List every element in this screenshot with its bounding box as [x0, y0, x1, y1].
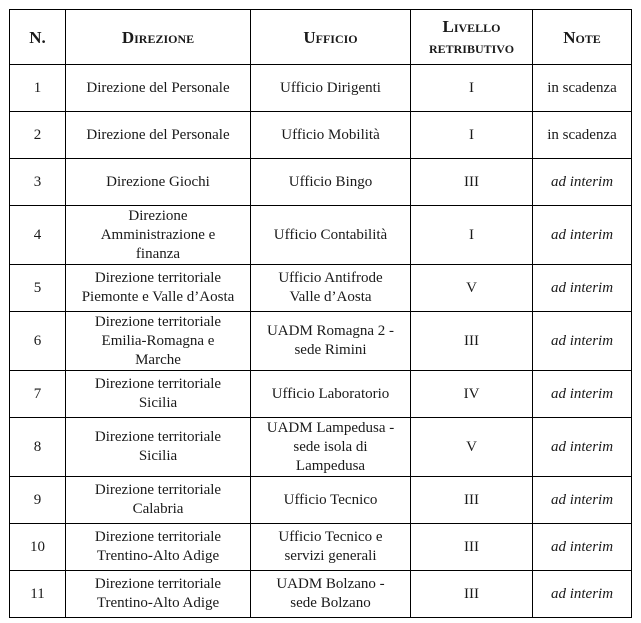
table-row: [10, 418, 632, 477]
header-direzione: Direzione: [66, 10, 251, 65]
direzione-line: Direzione territoriale: [94, 429, 222, 445]
table-row: [10, 371, 632, 418]
direzione-line: Direzione territoriale: [94, 313, 222, 330]
direzione-line: Direzione territoriale: [94, 529, 222, 545]
direzione-line: Trentino-Alto Adige: [96, 595, 220, 611]
direzione-cell: [66, 112, 251, 159]
note-cell: ad interim: [533, 371, 632, 418]
livello-cell: V: [411, 418, 533, 477]
header-row: [10, 10, 632, 65]
livello-cell: III: [411, 524, 533, 571]
direzione-line: Sicilia: [138, 448, 178, 464]
ufficio-cell: [251, 65, 411, 112]
row-number: 10: [10, 524, 66, 571]
direzione-line: Piemonte e Valle d’Aosta: [81, 289, 235, 305]
table-row: [10, 265, 632, 312]
row-number: 1: [10, 65, 66, 112]
direzione-line: Trentino-Alto Adige: [96, 548, 220, 564]
direzione-line: Direzione territoriale: [94, 482, 222, 498]
ufficio-cell: [251, 477, 411, 524]
ufficio-line: sede Bolzano: [290, 595, 371, 611]
livello-cell: III: [411, 159, 533, 206]
header-livello: [411, 10, 533, 65]
direzione-cell: [66, 65, 251, 112]
table-row: [10, 312, 632, 371]
direzione-line: Direzione: [128, 207, 188, 224]
direzione-line: Sicilia: [138, 395, 178, 411]
ufficio-line: Ufficio Dirigenti: [280, 79, 381, 96]
note-cell: ad interim: [533, 159, 632, 206]
direzione-cell: [66, 312, 251, 371]
direzione-line: Calabria: [132, 501, 184, 517]
ufficio-cell: [251, 159, 411, 206]
direzione-line: Direzione del Personale: [86, 126, 230, 143]
row-number: 3: [10, 159, 66, 206]
direzione-line: Marche: [135, 351, 181, 368]
direzione-cell: [66, 371, 251, 418]
ufficio-cell: [251, 524, 411, 571]
note-cell: ad interim: [533, 312, 632, 371]
direzione-line: Direzione territoriale: [94, 576, 222, 592]
ufficio-line: Ufficio Contabilità: [273, 226, 388, 243]
row-number: 7: [10, 371, 66, 418]
ufficio-line: servizi generali: [284, 548, 377, 564]
direzione-cell: [66, 524, 251, 571]
ufficio-cell: [251, 371, 411, 418]
ufficio-line: Ufficio Antifrode: [278, 270, 383, 286]
direzione-line: Emilia-Romagna e: [101, 332, 215, 349]
direzione-cell: [66, 159, 251, 206]
ufficio-line: Ufficio Bingo: [288, 173, 373, 190]
row-number: 2: [10, 112, 66, 159]
ufficio-line: Ufficio Tecnico: [283, 491, 378, 508]
table-row: [10, 477, 632, 524]
direzione-line: Amministrazione e: [100, 226, 216, 243]
table-row: [10, 206, 632, 265]
direzione-line: Direzione Giochi: [106, 173, 210, 190]
livello-cell: I: [411, 206, 533, 265]
livello-cell: I: [411, 65, 533, 112]
ufficio-line: Ufficio Laboratorio: [271, 385, 390, 402]
note-cell: in scadenza: [533, 65, 632, 112]
direzione-cell: [66, 571, 251, 618]
table-row: [10, 524, 632, 571]
ufficio-line: Lampedusa: [295, 457, 366, 474]
row-number: 4: [10, 206, 66, 265]
ufficio-line: UADM Bolzano -: [276, 576, 385, 592]
table-body: [10, 65, 632, 618]
direzione-line: finanza: [135, 245, 181, 262]
livello-cell: III: [411, 571, 533, 618]
livello-cell: III: [411, 312, 533, 371]
table-row: [10, 65, 632, 112]
note-cell: ad interim: [533, 571, 632, 618]
note-cell: ad interim: [533, 524, 632, 571]
livello-cell: I: [411, 112, 533, 159]
row-number: 6: [10, 312, 66, 371]
direzione-line: Direzione territoriale: [94, 270, 222, 286]
ufficio-line: Ufficio Mobilità: [281, 126, 380, 143]
ufficio-cell: [251, 112, 411, 159]
header-note: Note: [533, 10, 632, 65]
ufficio-cell: [251, 571, 411, 618]
note-cell: ad interim: [533, 477, 632, 524]
ufficio-cell: [251, 418, 411, 477]
table-row: [10, 159, 632, 206]
direzione-line: Direzione del Personale: [86, 79, 230, 96]
direzione-cell: [66, 418, 251, 477]
ufficio-line: Valle d’Aosta: [289, 289, 372, 305]
header-livello-line2: retributivo: [428, 38, 515, 57]
table-row: [10, 112, 632, 159]
header-livello-line1: Livello: [442, 17, 501, 36]
header-n: N.: [10, 10, 66, 65]
positions-table: [9, 9, 632, 618]
row-number: 5: [10, 265, 66, 312]
row-number: 9: [10, 477, 66, 524]
ufficio-line: sede Rimini: [294, 342, 367, 358]
ufficio-line: Ufficio Tecnico e: [278, 529, 383, 545]
note-cell: ad interim: [533, 265, 632, 312]
ufficio-cell: [251, 265, 411, 312]
ufficio-cell: [251, 312, 411, 371]
livello-cell: V: [411, 265, 533, 312]
direzione-cell: [66, 265, 251, 312]
note-cell: ad interim: [533, 418, 632, 477]
direzione-cell: [66, 206, 251, 265]
ufficio-line: UADM Lampedusa -: [266, 419, 395, 436]
header-ufficio: Ufficio: [251, 10, 411, 65]
ufficio-cell: [251, 206, 411, 265]
ufficio-line: sede isola di: [293, 438, 368, 455]
note-cell: ad interim: [533, 206, 632, 265]
row-number: 11: [10, 571, 66, 618]
livello-cell: III: [411, 477, 533, 524]
direzione-cell: [66, 477, 251, 524]
direzione-line: Direzione territoriale: [94, 376, 222, 392]
table-row: [10, 571, 632, 618]
row-number: 8: [10, 418, 66, 477]
note-cell: in scadenza: [533, 112, 632, 159]
ufficio-line: UADM Romagna 2 -: [266, 323, 395, 339]
livello-cell: IV: [411, 371, 533, 418]
